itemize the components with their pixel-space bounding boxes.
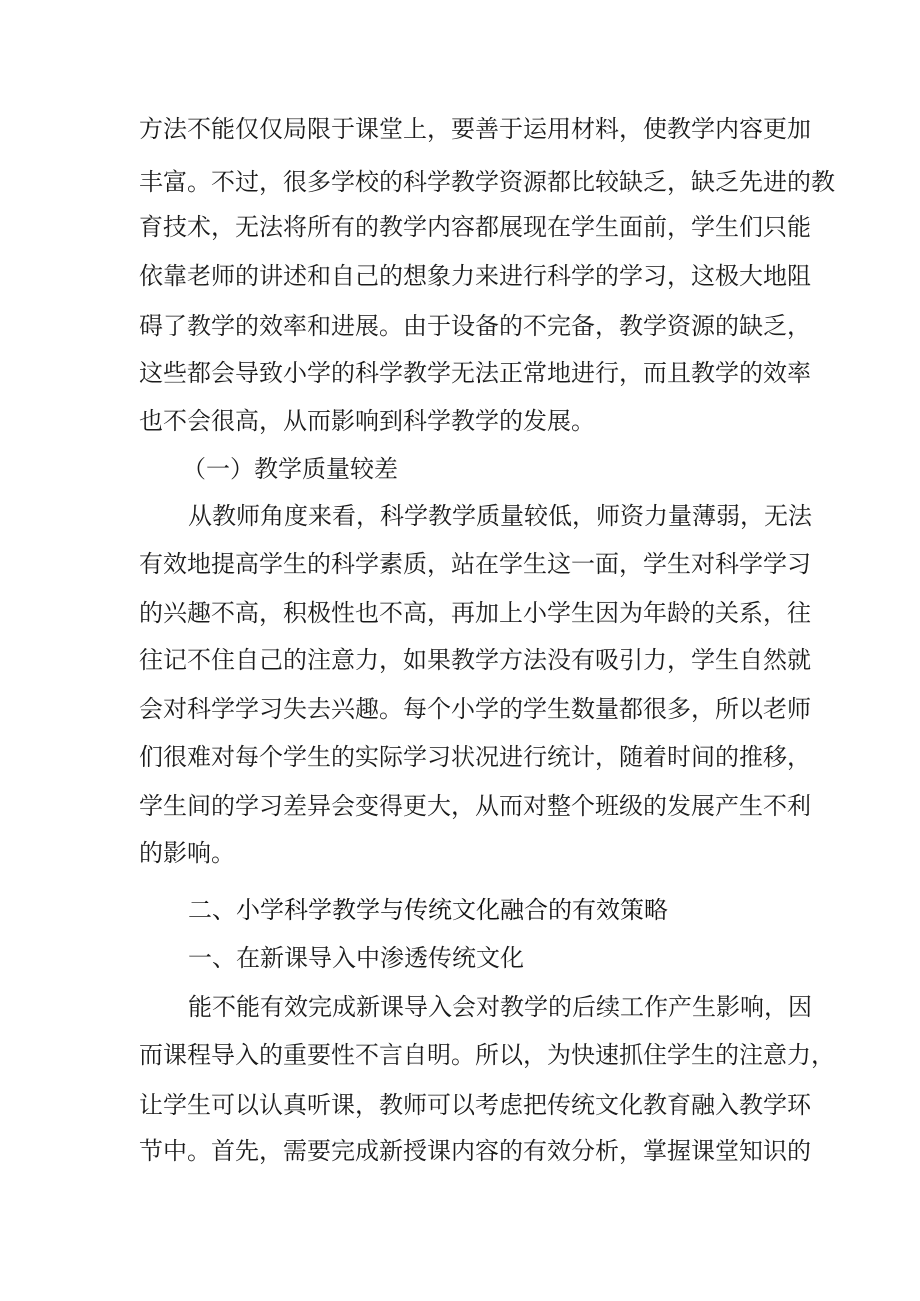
paragraph-2-line-3: 的兴趣不高，积极性也不高，再加上小学生因为年龄的关系，往 <box>139 599 811 627</box>
paragraph-1-line-2: 丰富。不过，很多学校的科学教学资源都比较缺乏，缺乏先进的教 <box>139 168 835 196</box>
paragraph-1-line-5: 碍了教学的效率和进展。由于设备的不完备，教学资源的缺乏， <box>139 312 811 340</box>
paragraph-3-line-1: 能不能有效完成新课导入会对教学的后续工作产生影响，因 <box>188 993 812 1021</box>
paragraph-1-line-7: 也不会很高，从而影响到科学教学的发展。 <box>139 407 595 435</box>
paragraph-1-line-3: 育技术，无法将所有的教学内容都展现在学生面前，学生们只能 <box>139 213 811 241</box>
paragraph-3-line-4: 节中。首先，需要完成新授课内容的有效分析，掌握课堂知识的 <box>139 1137 811 1165</box>
paragraph-2-line-6: 们很难对每个学生的实际学习状况进行统计，随着时间的推移， <box>139 743 811 771</box>
paragraph-2-line-2: 有效地提高学生的科学素质，站在学生这一面，学生对科学学习 <box>139 550 811 578</box>
paragraph-1-line-6: 这些都会导致小学的科学教学无法正常地进行，而且教学的效率 <box>139 359 811 387</box>
paragraph-2-line-5: 会对科学学习失去兴趣。每个小学的学生数量都很多，所以老师 <box>139 695 811 723</box>
paragraph-2-line-7: 学生间的学习差异会变得更大，从而对整个班级的发展产生不利 <box>139 792 811 820</box>
paragraph-1-line-4: 依靠老师的讲述和自己的想象力来进行科学的学习，这极大地阻 <box>139 262 811 290</box>
paragraph-3-line-3: 让学生可以认真听课，教师可以考虑把传统文化教育融入教学环 <box>139 1091 811 1119</box>
section-heading-effective-strategies: 二、小学科学教学与传统文化融合的有效策略 <box>188 896 668 924</box>
paragraph-3-line-2: 而课程导入的重要性不言自明。所以，为快速抓住学生的注意力， <box>139 1041 835 1069</box>
paragraph-1-line-1: 方法不能仅仅局限于课堂上，要善于运用材料，使教学内容更加 <box>139 115 811 143</box>
paragraph-2-line-8: 的影响。 <box>139 839 235 867</box>
paragraph-2-line-1: 从教师角度来看，科学教学质量较低，师资力量薄弱，无法 <box>188 502 812 530</box>
subsection-heading-new-lesson-intro: 一、在新课导入中渗透传统文化 <box>188 944 524 972</box>
subsection-heading-teaching-quality: （一）教学质量较差 <box>182 455 398 483</box>
paragraph-2-line-4: 往记不住自己的注意力，如果教学方法没有吸引力，学生自然就 <box>139 646 811 674</box>
